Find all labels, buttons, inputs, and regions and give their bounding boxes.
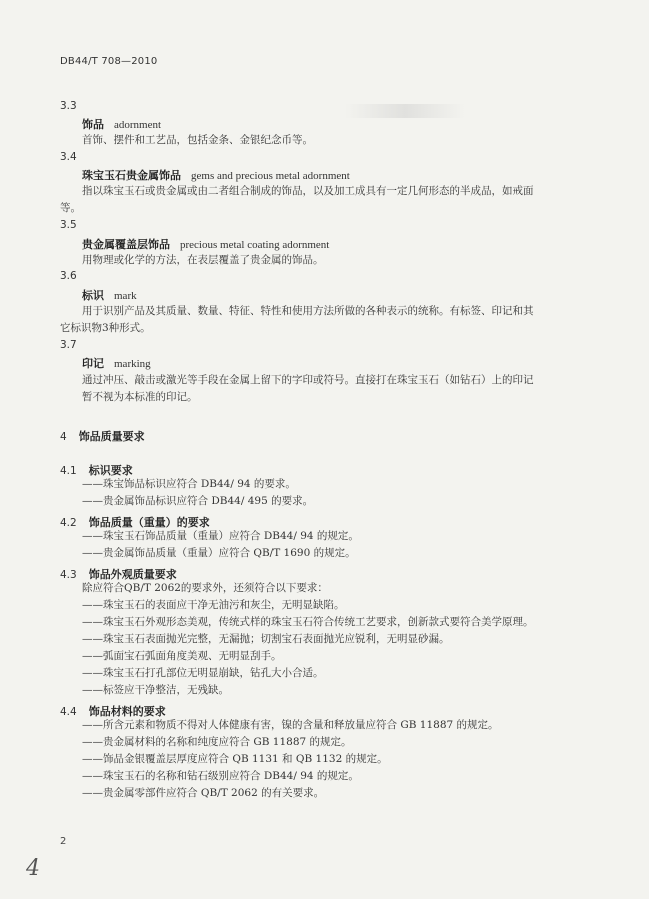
requirement-item: ——所含元素和物质不得对人体健康有害，镍的含量和释放量应符合 GB 11887 的规定。 [82, 719, 499, 731]
standard-header: DB44/T 708—2010 [60, 56, 158, 67]
term-en: marking [114, 358, 151, 370]
requirement-item: ——贵金属饰品质量（重量）应符合 QB/T 1690 的规定。 [82, 547, 356, 559]
subsection-title: 饰品材料的要求 [88, 705, 166, 718]
term-definition-cont: 等。 [60, 202, 81, 214]
requirement-item: ——标签应干净整洁，无残缺。 [82, 684, 229, 696]
subsection-number: 4.4 [60, 706, 77, 718]
page-number: 2 [60, 836, 67, 847]
requirement-item: ——珠宝玉石打孔部位无明显崩缺，钻孔大小合适。 [82, 667, 324, 679]
term-heading [82, 167, 350, 183]
section-number: 4 [60, 431, 67, 443]
term-definition: 用于识别产品及其质量、数量、特征、特性和使用方法所做的各种表示的统称。有标签、印记和其 [82, 305, 534, 317]
term-definition: 指以珠宝玉石或贵金属或由二者组合制成的饰品，以及加工成具有一定几何形态的半成品，如戒面 [82, 185, 534, 197]
subsection-intro: 除应符合QB/T 2062的要求外，还须符合以下要求： [82, 582, 328, 594]
requirement-item: ——珠宝饰品标识应符合 DB44/ 94 的要求。 [82, 478, 296, 490]
term-heading [82, 116, 161, 132]
term-en: precious metal coating adornment [180, 239, 330, 251]
term-en: gems and precious metal adornment [191, 170, 350, 182]
term-heading [82, 287, 137, 303]
subsection-number: 4.3 [60, 569, 77, 581]
handwritten-page-mark: 4 [26, 856, 40, 881]
term-en: mark [114, 290, 137, 302]
requirement-item: ——珠宝玉石的名称和钻石级别应符合 DB44/ 94 的规定。 [82, 770, 359, 782]
term-cn: 贵金属覆盖层饰品 [82, 238, 170, 251]
term-definition: 通过冲压、敲击或激光等手段在金属上留下的字印或符号。直接打在珠宝玉石（如钻石）上的印记 [82, 374, 534, 386]
term-heading [82, 236, 329, 252]
requirement-item: ——贵金属材料的名称和纯度应符合 GB 11887 的规定。 [82, 736, 352, 748]
requirement-item: ——珠宝玉石表面抛光完整，无漏抛；切割宝石表面抛光应锐利，无明显砂漏。 [82, 633, 450, 645]
requirement-item: ——饰品金银覆盖层厚度应符合 QB 1131 和 QB 1132 的规定。 [82, 753, 388, 765]
subsection-title: 标识要求 [88, 464, 133, 477]
term-definition-cont: 它标识物3种形式。 [60, 322, 151, 334]
requirement-item: ——弧面宝石弧面角度美观、无明显刮手。 [82, 650, 282, 662]
section-title: 饰品质量要求 [78, 430, 145, 443]
requirement-item: ——珠宝玉石的表面应干净无油污和灰尘，无明显缺陷。 [82, 599, 345, 611]
subsection-number: 4.1 [60, 465, 77, 477]
term-cn: 标识 [82, 289, 104, 302]
term-definition: 首饰、摆件和工艺品，包括金条、金银纪念币等。 [82, 134, 313, 146]
term-cn: 印记 [82, 357, 104, 370]
term-definition-cont: 暂不视为本标准的印记。 [82, 391, 198, 403]
subsection-title: 饰品质量（重量）的要求 [88, 516, 210, 529]
show-through-artifact [345, 104, 465, 118]
term-cn: 珠宝玉石贵金属饰品 [82, 169, 181, 182]
requirement-item: ——贵金属零部件应符合 QB/T 2062 的有关要求。 [82, 787, 325, 799]
requirement-item: ——珠宝玉石饰品质量（重量）应符合 DB44/ 94 的规定。 [82, 530, 359, 542]
requirement-item: ——贵金属饰品标识应符合 DB44/ 495 的要求。 [82, 495, 314, 507]
clause-number: 3.7 [60, 339, 77, 351]
clause-number: 3.6 [60, 270, 77, 282]
term-cn: 饰品 [82, 118, 104, 131]
clause-number: 3.5 [60, 219, 77, 231]
subsection-number: 4.2 [60, 517, 77, 529]
section-heading [60, 425, 145, 444]
clause-number: 3.3 [60, 100, 77, 112]
term-en: adornment [114, 119, 162, 131]
term-heading [82, 355, 151, 371]
requirement-item: ——珠宝玉石外观形态美观，传统式样的珠宝玉石符合传统工艺要求，创新款式要符合美学原理。 [82, 616, 534, 628]
subsection-title: 饰品外观质量要求 [88, 568, 177, 581]
clause-number: 3.4 [60, 151, 77, 163]
term-definition: 用物理或化学的方法，在表层覆盖了贵金属的饰品。 [82, 254, 324, 266]
